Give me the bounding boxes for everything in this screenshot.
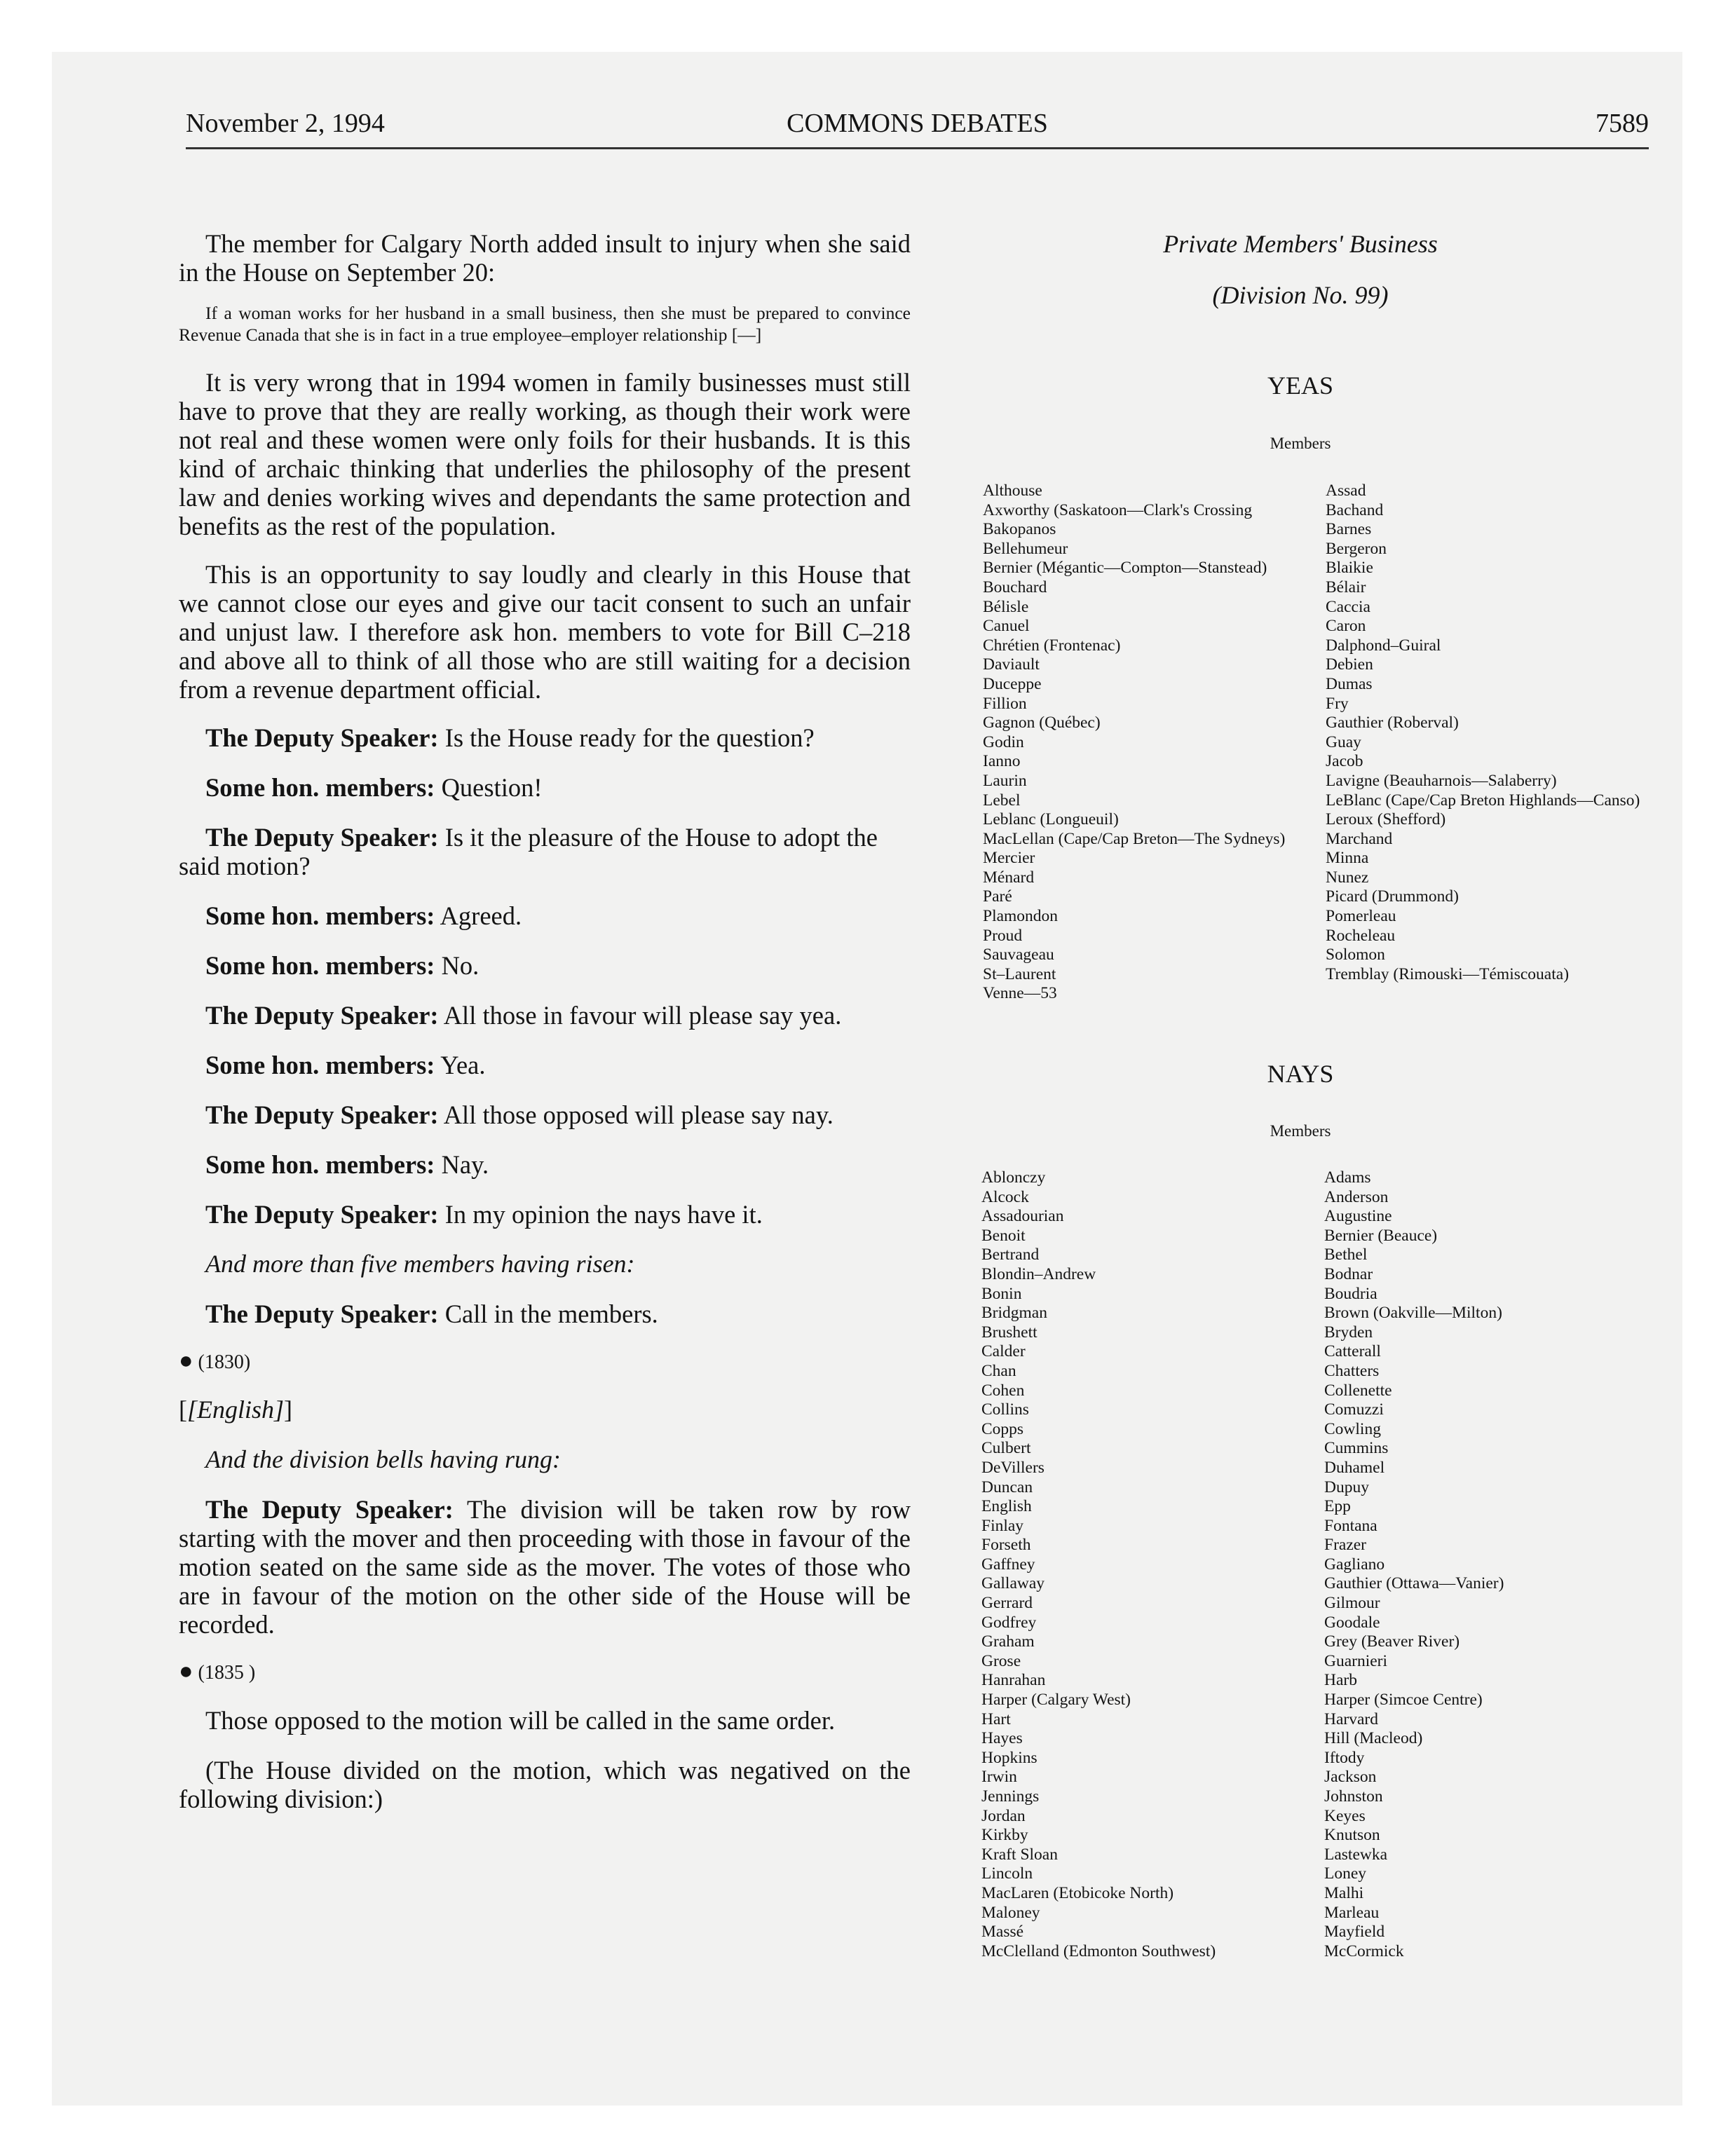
member-name: Bodnar [1324,1264,1373,1283]
member-name: Rocheleau [1326,926,1396,945]
member-name: Pomerleau [1326,907,1396,926]
speaker-statement [179,773,911,802]
running-header [186,108,1649,149]
yeas-members-label: Members [1270,435,1331,452]
speaker-statement [179,1200,911,1229]
member-name: Culbert [981,1439,1031,1458]
member-name: Axworthy (Saskatoon—Clark's Crossing [983,500,1253,519]
member-name: Bethel [1324,1246,1368,1264]
member-name: Leblanc (Longueuil) [983,810,1119,829]
speaker-statement [179,1100,911,1129]
member-name: Goodale [1324,1613,1380,1632]
member-name: Bellehumeur [983,539,1068,558]
member-name: Gerrard [981,1594,1033,1613]
member-name: Graham [981,1632,1035,1651]
member-name: Lebel [983,791,1021,810]
statement-text: Agreed. [440,901,522,930]
statement-text: No. [441,951,479,980]
speaker-name: Some hon. members: [205,901,435,930]
member-name: Johnston [1324,1787,1383,1806]
member-name: Harper (Calgary West) [981,1691,1131,1710]
member-name: Bergeron [1326,539,1387,558]
member-name: Hanrahan [981,1671,1046,1690]
member-name: Solomon [1326,946,1385,964]
member-name: McCormick [1324,1942,1404,1960]
yeas-column-1 [983,482,1285,1004]
member-name: Canuel [983,617,1030,636]
statement-text: Call in the members. [444,1299,658,1328]
speaker-name: The Deputy Speaker: [205,823,439,852]
paragraph: (The House divided on the motion, which was negatived on the following division:) [179,1756,911,1813]
member-name: Nunez [1326,868,1369,887]
speaker-name: The Deputy Speaker: [205,1100,439,1129]
member-name: Proud [983,926,1023,945]
member-name: Harper (Simcoe Centre) [1324,1691,1483,1710]
member-name: Fillion [983,694,1027,713]
member-name: Marchand [1326,829,1393,848]
member-name: MacLaren (Etobicoke North) [981,1883,1174,1902]
member-name: Forseth [981,1536,1031,1555]
member-name: Hill (Macleod) [1324,1729,1423,1748]
member-name: Debien [1326,655,1373,674]
statement-text: Yea. [440,1051,486,1079]
member-name: Paré [983,887,1012,906]
member-name: Keyes [1324,1806,1366,1825]
statement-text: All those in favour will please say yea. [443,1001,842,1030]
speaker-statement [179,951,911,980]
member-name: Bachand [1326,500,1384,519]
left-column [179,229,911,1834]
member-name: Tremblay (Rimouski—Témiscouata) [1326,964,1570,983]
yeas-column-2 [1326,482,1640,984]
member-name: Augustine [1324,1207,1392,1226]
member-name: Calder [981,1342,1026,1361]
speaker-name: Some hon. members: [205,951,435,980]
timestamp-text: (1830) [198,1351,251,1373]
speaker-name: The Deputy Speaker: [205,1495,454,1524]
speaker-name: The Deputy Speaker: [205,1001,439,1030]
procedural-note: And the division bells having rung: [205,1445,561,1473]
statement-text: The division will be taken row by row starting with the mover and then proceeding with those in favour of the motion seated on the same side as the mover. The votes of those who are in favour of the motion on the other side of the House will be recorded. [179,1495,911,1639]
member-name: Dupuy [1324,1478,1369,1496]
member-name: Kirkby [981,1826,1028,1845]
member-name: Fontana [1324,1516,1377,1535]
member-name: Grose [981,1651,1021,1670]
member-name: Bélair [1326,578,1366,596]
member-name: Gagnon (Québec) [983,714,1101,732]
member-name: Bonin [981,1284,1022,1303]
speaker-name: Some hon. members: [205,773,435,802]
member-name: Blaikie [1326,559,1373,578]
speaker-statement [179,723,911,752]
member-name: Collenette [1324,1381,1392,1400]
block-quote: If a woman works for her husband in a small business, then she must be prepared to convince Revenue Canada that she is in fact in a true employee–employer relationship [—] [179,303,911,345]
member-name: Copps [981,1419,1024,1438]
member-name: Venne—53 [983,984,1057,1003]
member-name: Chatters [1324,1361,1380,1380]
member-name: DeVillers [981,1458,1045,1477]
bullet-icon: ● [179,1348,193,1374]
document-page [52,52,1682,2106]
member-name: Comuzzi [1324,1400,1384,1419]
statement-text: Nay. [441,1150,489,1179]
member-name: Caccia [1326,597,1370,616]
member-name: Guay [1326,732,1361,751]
member-name: Picard (Drummond) [1326,887,1459,906]
member-name: Massé [981,1923,1024,1942]
statement-text: All those opposed will please say nay. [443,1100,834,1129]
member-name: Gilmour [1324,1594,1380,1613]
member-name: Benoit [981,1226,1026,1245]
nays-column-2 [1324,1168,1504,1961]
speaker-statement [179,1001,911,1030]
member-name: Dumas [1326,674,1373,693]
member-name: Assad [1326,482,1366,500]
speaker-statement [179,823,911,880]
paragraph: This is an opportunity to say loudly and clearly in this House that we cannot close our eyes and give our tacit consent to such an unfair and unjust law. I therefore ask hon. members to vote for Bill C–218 and above all to think of all those who are still waiting for a decision from a revenue department official. [179,560,911,704]
member-name: Hopkins [981,1748,1037,1767]
member-name: Loney [1324,1864,1367,1883]
member-name: Duhamel [1324,1458,1385,1477]
member-name: Bernier (Beauce) [1324,1226,1438,1245]
member-name: Alcock [981,1187,1029,1206]
language-text: [English] [187,1396,285,1424]
member-name: Marleau [1324,1903,1380,1922]
header-date: November 2, 1994 [186,109,385,138]
member-name: Cowling [1324,1419,1381,1438]
member-name: Leroux (Shefford) [1326,810,1446,829]
speaker-statement [179,1051,911,1079]
speaker-name: The Deputy Speaker: [205,1200,439,1229]
member-name: Lincoln [981,1864,1033,1883]
member-name: Catterall [1324,1342,1381,1361]
member-name: Brown (Oakville—Milton) [1324,1304,1502,1323]
member-name: English [981,1497,1032,1516]
procedural-note: And more than five members having risen: [205,1250,635,1278]
member-name: Jacob [1326,752,1363,771]
speaker-name: The Deputy Speaker: [205,1299,439,1328]
member-name: Sauvageau [983,946,1054,964]
paragraph: It is very wrong that in 1994 women in family businesses must still have to prove that they are really working, as though their work were not real and these women were only foils for their husbands. It is this kind of archaic thinking that underlies the philosophy of the present law and denies working wives and dependants the same protection and benefits as the rest of the population. [179,368,911,540]
member-name: Harvard [1324,1710,1378,1728]
member-name: Gauthier (Roberval) [1326,714,1459,732]
timestamp [179,1660,911,1685]
member-name: Lastewka [1324,1845,1388,1864]
speaker-name: Some hon. members: [205,1051,435,1079]
statement-text: Is it the pleasure of the House to adopt the said motion? [179,823,878,880]
member-name: Boudria [1324,1284,1377,1303]
yeas-heading: YEAS [1267,371,1333,400]
member-name: Bouchard [983,578,1047,596]
member-name: Frazer [1324,1536,1367,1555]
member-name: Kraft Sloan [981,1845,1058,1864]
member-name: Godfrey [981,1613,1037,1632]
member-name: Malhi [1324,1883,1364,1902]
member-name: Brushett [981,1323,1037,1342]
member-name: Iftody [1324,1748,1365,1767]
member-name: Mayfield [1324,1923,1385,1942]
member-name: St–Laurent [983,964,1056,983]
speaker-name: The Deputy Speaker: [205,723,439,752]
header-page-number: 7589 [1595,109,1649,138]
member-name: Blondin–Andrew [981,1264,1096,1283]
member-name: Barnes [1326,520,1372,539]
speaker-statement [179,1495,911,1639]
member-name: Fry [1326,694,1349,713]
member-name: Collins [981,1400,1029,1419]
member-name: Grey (Beaver River) [1324,1632,1460,1651]
speaker-statement [179,1299,911,1328]
speaker-statement [179,901,911,930]
member-name: Duncan [981,1478,1033,1496]
header-publication: COMMONS DEBATES [787,109,1048,138]
division-number: (Division No. 99) [1212,281,1389,309]
member-name: Irwin [981,1768,1017,1787]
member-name: Guarnieri [1324,1651,1388,1670]
member-name: Harb [1324,1671,1357,1690]
timestamp-text: (1835 ) [198,1662,256,1684]
member-name: Epp [1324,1497,1351,1516]
member-name: McClelland (Edmonton Southwest) [981,1942,1216,1960]
member-name: Gagliano [1324,1555,1385,1574]
paragraph: The member for Calgary North added insult to injury when she said in the House on September 20: [179,229,911,287]
member-name: Mercier [983,849,1035,868]
member-name: Bertrand [981,1246,1040,1264]
member-name: Gallaway [981,1574,1045,1593]
nays-heading: NAYS [1267,1060,1334,1088]
statement-text: Is the House ready for the question? [444,723,815,752]
member-name: Bryden [1324,1323,1373,1342]
member-name: Finlay [981,1516,1024,1535]
member-name: Plamondon [983,907,1059,926]
member-name: Adams [1324,1168,1371,1187]
member-name: Althouse [983,482,1042,500]
member-name: Gaffney [981,1555,1035,1574]
member-name: Bridgman [981,1304,1047,1323]
member-name: Duceppe [983,674,1042,693]
speaker-name: Some hon. members: [205,1150,435,1179]
member-name: Jackson [1324,1768,1377,1787]
member-name: Jordan [981,1806,1026,1825]
paragraph: Those opposed to the motion will be called in the same order. [205,1706,836,1735]
member-name: Assadourian [981,1207,1064,1226]
nays-column-1 [981,1168,1216,1961]
statement-text: Question! [441,773,543,802]
member-name: Chrétien (Frontenac) [983,636,1121,655]
member-name: Hayes [981,1729,1023,1748]
member-name: Anderson [1324,1187,1389,1206]
member-name: Cummins [1324,1439,1389,1458]
exchange-list [179,723,911,1229]
section-title: Private Members' Business [1163,230,1438,258]
bullet-icon: ● [179,1658,193,1684]
member-name: Caron [1326,617,1366,636]
statement-text: In my opinion the nays have it. [444,1200,763,1229]
nays-members-label: Members [1270,1122,1331,1140]
member-name: Jennings [981,1787,1040,1806]
language-marker: [[English]] [179,1396,293,1424]
member-name: Ablonczy [981,1168,1046,1187]
member-name: Dalphond–Guiral [1326,636,1441,655]
member-name: Laurin [983,771,1027,790]
member-name: Bakopanos [983,520,1056,539]
member-name: Daviault [983,655,1040,674]
timestamp [179,1349,911,1374]
member-name: Ianno [983,752,1021,771]
member-name: Godin [983,732,1024,751]
member-name: Ménard [983,868,1035,887]
member-name: Knutson [1324,1826,1380,1845]
member-name: Maloney [981,1903,1040,1922]
member-name: Gauthier (Ottawa—Vanier) [1324,1574,1504,1593]
member-name: Bernier (Mégantic—Compton—Stanstead) [983,559,1267,578]
member-name: MacLellan (Cape/Cap Breton—The Sydneys) [983,829,1286,848]
member-name: Bélisle [983,597,1029,616]
speaker-statement [179,1150,911,1179]
member-name: Hart [981,1710,1011,1728]
member-name: Minna [1326,849,1369,868]
member-name: Cohen [981,1381,1025,1400]
member-name: Chan [981,1361,1016,1380]
member-name: Lavigne (Beauharnois—Salaberry) [1326,771,1557,790]
member-name: LeBlanc (Cape/Cap Breton Highlands—Canso) [1326,791,1640,810]
